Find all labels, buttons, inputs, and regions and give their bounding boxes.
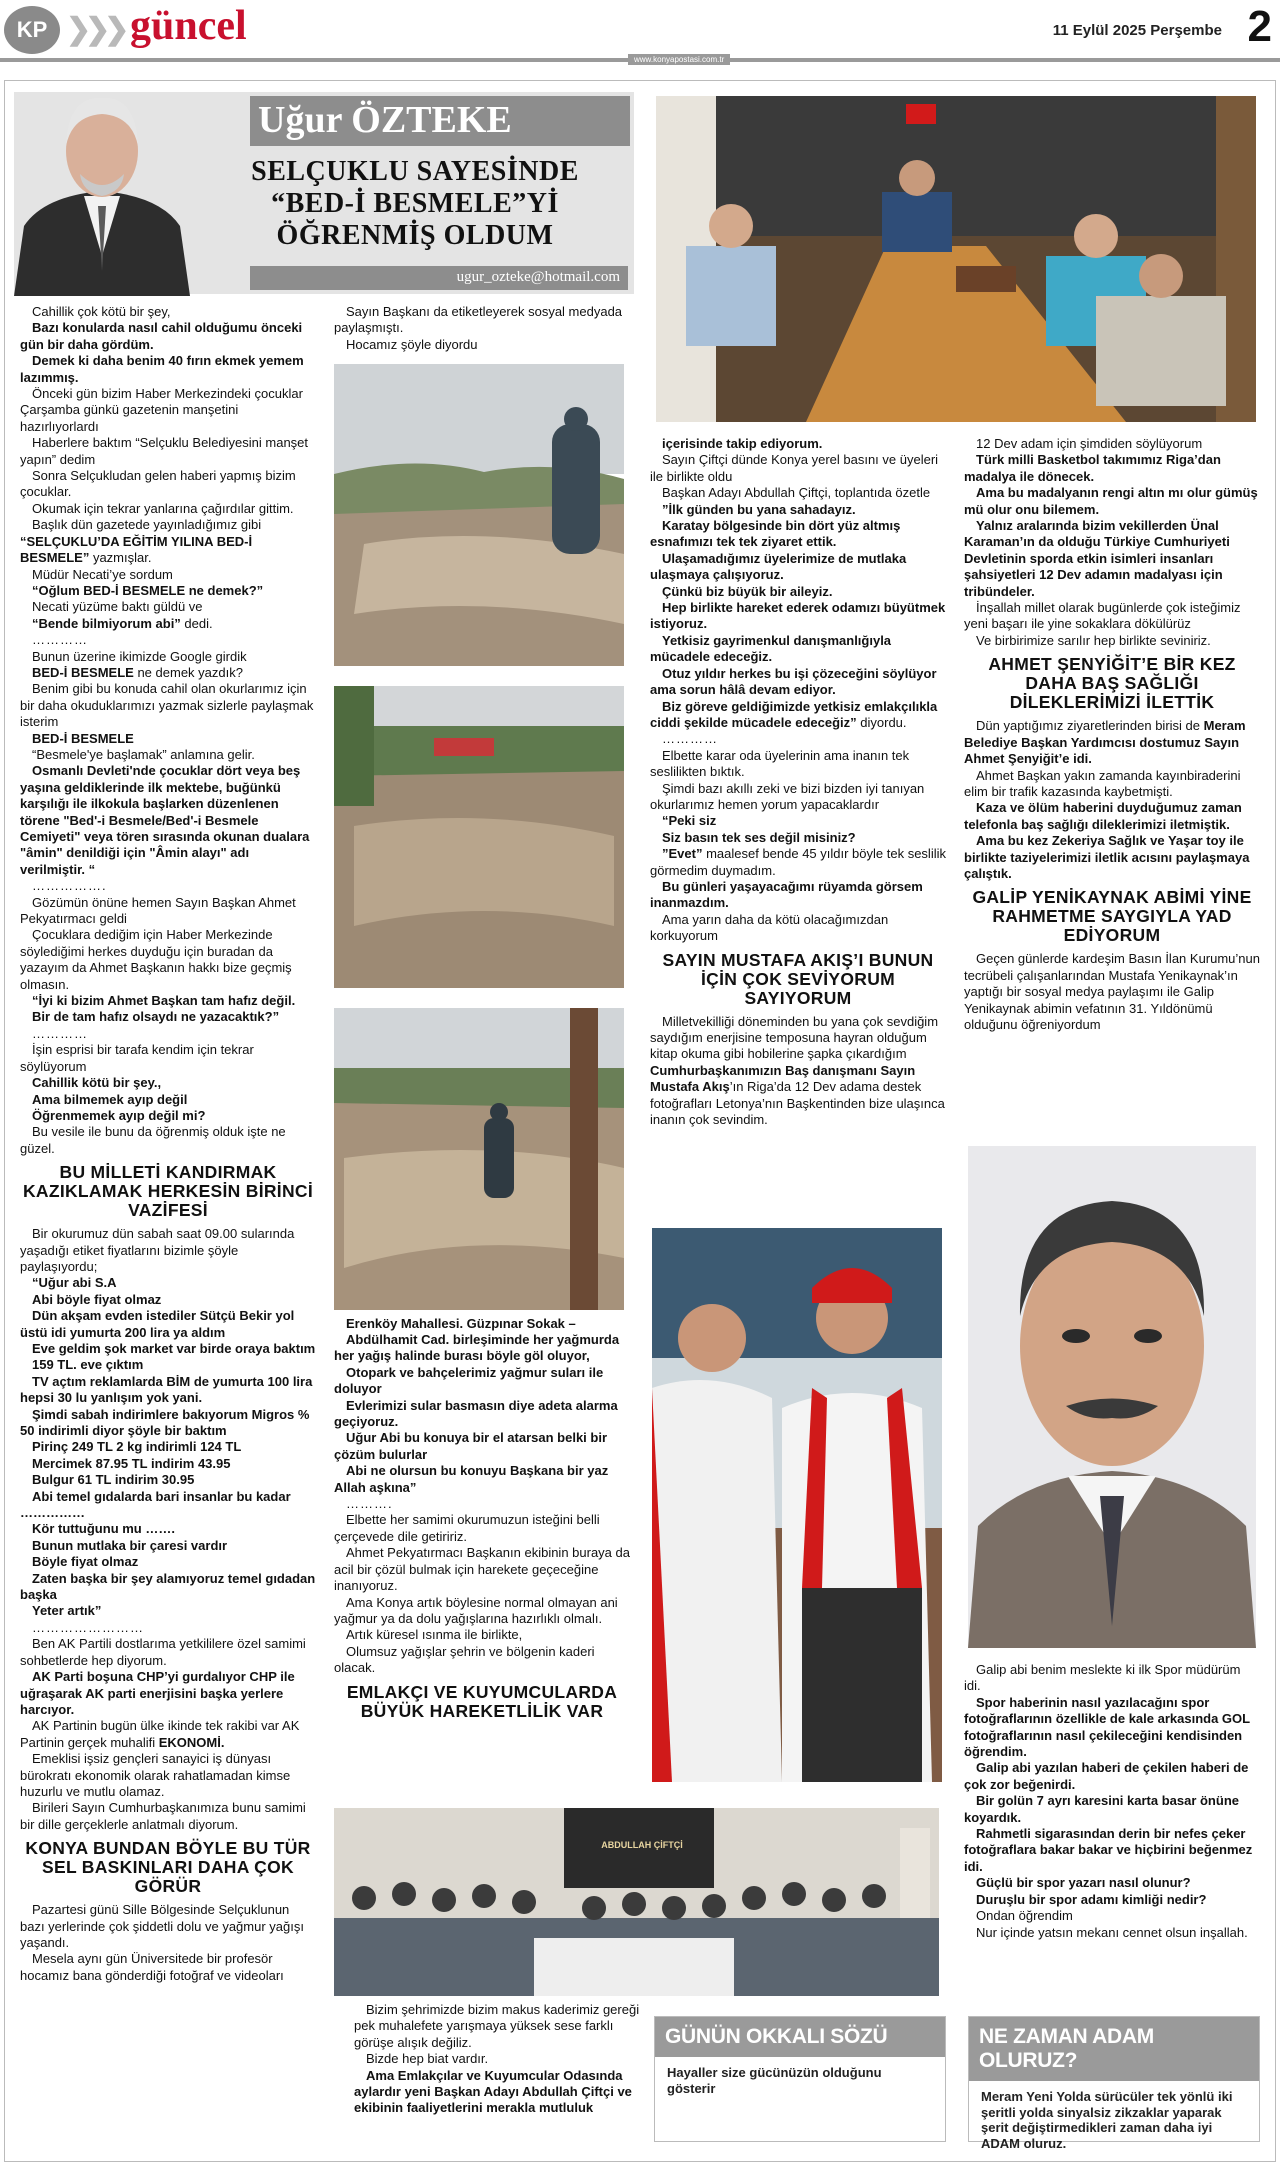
paragraph: Cahillik çok kötü bir şey, <box>32 304 171 319</box>
paragraph: Elbette karar oda üyelerinin ama inanın tek seslilikten bıktık. <box>650 747 910 780</box>
meeting-text <box>354 2002 650 2117</box>
paragraph: ”İlk günden bu yana sahadayız. <box>662 501 856 517</box>
paragraph: Yalnız aralarında bizim vekillerden Ünal Karaman’ın da olduğu Türkiye Cumhuriyeti Devletinin sporda etkin isimleri insanları şahsiyetleri 12 Dev adamın madalyası için tribündeler. <box>964 518 1230 599</box>
galip-yenikaynak-portrait <box>968 1146 1256 1648</box>
paragraph: Olumsuz yağışlar şehrin ve bölgenin kaderi olacak. <box>334 1643 595 1676</box>
paragraph: Hocamız şöyle diyordu <box>346 336 478 352</box>
paragraph: Başkan Adayı Abdullah Çiftçi, toplantıda özetle <box>662 485 931 501</box>
paragraph: Mercimek 87.95 TL indirim 43.95 <box>32 1455 231 1471</box>
emphasis: EKONOMİ. <box>158 1734 225 1750</box>
text: Başlık dün gazetede yayınladığımız gibi <box>32 517 262 533</box>
when-will-we-be-human-text: Meram Yeni Yolda sürücüler tek yönlü iki şeritli yolda sinyalsiz zikzaklar yaparak şerit değiştirmedikleri zaman daha iyi ADAM oluruz. <box>981 2089 1233 2151</box>
text: Milletvekilliği döneminden bu yana çok sevdiğim saydığım enerjisine temposuna hayran olduğum kitap okuma gibi hobilerine şapka çıkardığım <box>650 1013 939 1062</box>
paragraph: Ama bu kez Zekeriya Sağlık ve Yaşar toy ile birlikte taziyelerimizi iletlik acısını paylaşmaya çalıştık. <box>964 833 1250 881</box>
paragraph: Okumak için tekrar yanlarına çağırdılar gittim. <box>32 500 294 516</box>
paragraph: içerisinde takip ediyorum. <box>662 436 823 451</box>
paragraph: Uğur Abi bu konuya bir el atarsan belki bir çözüm bulurlar <box>334 1430 608 1462</box>
paragraph: Bazı konularda nasıl cahil olduğumu önceki gün bir daha gördüm. <box>20 320 303 352</box>
separator: ……………. <box>32 878 107 894</box>
paragraph: Ondan öğrendim <box>976 1908 1073 1924</box>
paragraph: Ben AK Partili dostlarıma yetkililere özel samimi sohbetlerde hep diyorum. <box>20 1636 306 1668</box>
subheading: EMLAKÇI VE KUYUMCULARDA BÜYÜK HAREKETLİLİK VAR <box>346 1681 618 1721</box>
paragraph: Haberlere baktım “Selçuklu Belediyesini manşet yapın” dedim <box>20 435 309 467</box>
paragraph: Geçen günlerde kardeşim Basın İlan Kurumu’nun tecrübeli çalışanlarından Mustafa Yenikaynak’ın yaptığı bir sosyal medya paylaşımı ile Galip Yenikaynak abimin vefatının 31. Yıldönümü olduğunu öğreniyordum <box>964 951 1260 1032</box>
text-column-2-bottom <box>334 1316 630 1727</box>
paragraph: Öğrenmemek ayıp değil mi? <box>32 1107 206 1123</box>
paragraph: Otuz yıldır herkes bu işi çözeceğini söylüyor ama sorun hâlâ devam ediyor. <box>650 665 937 698</box>
paragraph: Cahillik kötü bir şey., <box>32 1075 162 1091</box>
text-column-1 <box>20 304 316 1984</box>
paragraph: “Uğur abi S.A <box>32 1275 117 1291</box>
paragraph: “Peki siz <box>662 813 717 829</box>
paragraph: Gözümün önüne hemen Sayın Başkan Ahmet Pekyatırmacı geldi <box>20 894 296 927</box>
newspaper-logo: KP <box>4 6 60 54</box>
paragraph <box>650 1014 946 1129</box>
text: AK Partinin bugün ülke ikinde tek rakibi var AK Partinin gerçek muhalifi <box>20 1718 300 1750</box>
paragraph: İşin esprisi bir tarafa kendim için tekrar söylüyorum <box>20 1042 254 1074</box>
paragraph <box>20 616 316 632</box>
section-title: güncel <box>130 3 247 49</box>
separator: ………… <box>32 632 88 648</box>
paragraph: Çünkü biz büyük bir aileyiz. <box>662 583 833 599</box>
mustafa-akis-photo <box>652 1228 942 1782</box>
paragraph: Zaten başka bir şey alamıyoruz temel gıdadan başka <box>20 1570 316 1603</box>
emphasis: Meram Belediye Başkan Yardımcısı dostumuz Sayın Ahmet Şenyiğit’e idi. <box>964 718 1246 767</box>
paragraph: 159 TL. eve çıktım <box>32 1357 144 1373</box>
paragraph: Şimdi sabah indirimlere bakıyorum Migros % 50 indirimli diyor şöyle bir baktım <box>20 1406 310 1438</box>
paragraph: Ama Konya artık böylesine normal olmayan ani yağmur ya da dolu yağışlarına hazırlıklı olmalı. <box>334 1594 618 1626</box>
paragraph: Evlerimizi sular basmasın diye adeta alarma geçiyoruz. <box>334 1397 618 1430</box>
headline-quote: “SELÇUKLU’DA EĞİTİM YILINA BED-İ BESMELE” <box>20 533 253 566</box>
text: yazmışlar. <box>89 550 152 566</box>
page-number: 2 <box>1247 2 1272 51</box>
quote: “Bende bilmiyorum abi” <box>32 615 181 631</box>
quote-of-day-text: Hayaller size gücünüzün olduğunu gösterir <box>667 2065 882 2096</box>
paragraph: Bizim şehrimizde bizim makus kaderimiz gereği pek muhalefete yarışmaya yüksek sese farklı görüşe alışık değiliz. <box>354 2002 640 2050</box>
paragraph: Ve birbirimize sarılır hep birlikte seviniriz. <box>976 632 1211 648</box>
paragraph: Önceki gün bizim Haber Merkezindeki çocuklar Çarşamba günkü gazetenin manşetini hazırlıyorlardı <box>20 386 303 434</box>
flood-photo-2 <box>334 686 624 988</box>
text: dedi. <box>180 615 213 631</box>
paragraph: Emeklisi işsiz gençleri sanayici iş dünyası bürokratı ekonomik olarak rahatlamadan kimse huzurlu ve mutlu olamaz. <box>20 1751 291 1799</box>
quote: ”Evet” <box>662 846 703 862</box>
subheading: SAYIN MUSTAFA AKIŞ’I BUNUN İÇİN ÇOK SEVİYORUM SAYIYORUM <box>662 949 934 1008</box>
paragraph: Güçlü bir spor yazarı nasıl olunur? <box>976 1875 1191 1891</box>
paragraph: Otopark ve bahçelerimiz yağmur suları ile doluyor <box>334 1364 604 1397</box>
text-column-4-bottom <box>964 1662 1260 1941</box>
text: ’ın Riga’da 12 Dev adama destek fotoğrafları Letonya’nın Başkentinden bize ulaşınca inanın çok sevindim. <box>650 1079 945 1128</box>
paragraph: Bu günleri yaşayacağımı rüyamda görsem inanmazdım. <box>650 878 923 911</box>
subheading: AHMET ŞENYİĞİT’E BİR KEZ DAHA BAŞ SAĞLIĞI DİLEKLERİMİZİ İLETTİK <box>988 654 1236 713</box>
paragraph: Siz basın tek ses değil misiniz? <box>662 829 856 845</box>
paragraph: Müdür Necati’ye sordum <box>32 566 173 582</box>
paragraph: Birileri Sayın Cumhurbaşkanımıza bunu samimi bir dille gerçeklerle anlatmalı diyorum. <box>20 1800 306 1832</box>
paragraph: Rahmetli sigarasından derin bir nefes çeker fotoğraflara bakar bakar ve hiçbirini beğenmez idi. <box>964 1826 1253 1874</box>
paragraph: Nur içinde yatsın mekanı cennet olsun inşallah. <box>976 1924 1248 1940</box>
paragraph: Yetkisiz gayrimenkul danışmanlığıyla mücadele edeceğiz. <box>650 632 892 665</box>
flood-photo-3 <box>334 1008 624 1310</box>
quote-of-day-title: GÜNÜN OKKALI SÖZÜ <box>655 2017 945 2057</box>
paragraph <box>650 846 946 879</box>
columnist-email[interactable]: ugur_ozteke@hotmail.com <box>250 266 628 290</box>
paragraph: Abi ne olursun bu konuyu Başkana bir yaz Allah aşkına” <box>334 1463 609 1495</box>
columnist-name: Uğur ÖZTEKE <box>258 99 512 141</box>
paragraph: Benim gibi bu konuda cahil olan okurlarımız için bir daha okuduklarımızı yazmak sizlerle paylaşmak isterim <box>20 681 314 730</box>
paragraph: Yeter artık” <box>32 1603 102 1619</box>
paragraph <box>650 699 946 732</box>
paragraph: AK Parti boşuna CHP’yi gurdalıyor CHP ile uğraşarak AK parti enerjisini başka yerlere harcıyor. <box>20 1669 295 1717</box>
paragraph: Sayın Başkanı da etiketleyerek sosyal medyada paylaşmıştı. <box>334 304 623 336</box>
term: BED-İ BESMELE <box>32 664 134 680</box>
office-visit-photo <box>656 96 1256 422</box>
paragraph: Bir golün 7 ayrı karesini karta basar önüne koyardık. <box>964 1793 1239 1825</box>
paragraph: Türk milli Basketbol takımımız Riga’dan madalya ile dönecek. <box>964 452 1221 484</box>
paragraph: Ahmet Pekyatırmacı Başkanın ekibinin buraya da acil bir çözül bulmak için harekete geçeceğine inanıyoruz. <box>334 1545 630 1594</box>
when-will-we-be-human-box <box>968 2016 1260 2151</box>
paragraph: Bunun üzerine ikimizde Google girdik <box>32 648 247 664</box>
paragraph: Mesela aynı gün Üniversitede bir profesör hocamız bana gönderdiği fotoğraf ve videoları <box>20 1951 284 1983</box>
paragraph: İnşallah millet olarak bugünlerde çok isteğimiz yeni başarı ile yine sokaklara dökülürüz <box>964 600 1241 632</box>
meeting-banner-text: ABDULLAH ÇİFTÇİ <box>601 1840 683 1850</box>
paragraph: Eve geldim şok market var birde oraya baktım <box>32 1340 316 1356</box>
site-url: www.konyapostasi.com.tr <box>628 54 730 65</box>
text: diyordu. <box>856 714 907 730</box>
paragraph: Hep birlikte hareket ederek odamızı büyütmek istiyoruz. <box>650 600 946 632</box>
paragraph <box>20 665 316 681</box>
paragraph: “Besmele'ye başlamak” anlamına gelir. <box>32 746 255 762</box>
paragraph <box>20 1718 316 1751</box>
quote: Biz göreve geldiğimizde yetkisiz emlakçılıkla ciddi şekilde mücadele edeceğiz” <box>650 698 938 730</box>
paragraph: Elbette her samimi okurumuzun isteğini belli çerçevede dile getiririz. <box>334 1512 600 1544</box>
separator: ………… <box>32 1025 88 1041</box>
paragraph: Abdülhamit Cad. birleşiminde her yağmurda her yağış halinde burası böyle göl oluyor, <box>334 1332 620 1364</box>
text: maalesef bende 45 yıldır böyle tek seslilik görmedim duymadım. <box>650 846 946 878</box>
paragraph: Ama bu madalyanın rengi altın mı olur gümüş mü olur onu bilemem. <box>964 485 1258 517</box>
text: ne demek yazdık? <box>133 664 243 680</box>
paragraph: Bizde hep biat vardır. <box>366 2051 489 2067</box>
text: Dün yaptığımız ziyaretlerinden birisi de <box>976 718 1204 734</box>
paragraph: “İyi ki bizim Ahmet Başkan tam hafız değil. <box>32 993 296 1009</box>
paragraph: Bunun mutlaka bir çaresi vardır <box>32 1537 228 1553</box>
paragraph: Kör tuttuğunu mu ……. <box>32 1521 175 1537</box>
quote-of-day-box <box>654 2016 946 2142</box>
subheading: GALİP YENİKAYNAK ABİMİ YİNE RAHMETME SAYGIYLA YAD EDİYORUM <box>972 887 1252 946</box>
paragraph: Demek ki daha benim 40 fırın ekmek yemem lazımmış. <box>20 353 304 385</box>
paragraph: Artık küresel ısınma ile birlikte, <box>346 1627 523 1643</box>
paragraph: Ama bilmemek ayıp değil <box>32 1091 188 1107</box>
subheading: KONYA BUNDAN BÖYLE BU TÜR SEL BASKINLARI DAHA ÇOK GÖRÜR <box>25 1838 311 1897</box>
paragraph: Bulgur 61 TL indirim 30.95 <box>32 1472 195 1488</box>
chevrons-icon: ❯❯❯ <box>66 13 124 46</box>
paragraph: Galip abi benim meslekte ki ilk Spor müdürüm idi. <box>964 1662 1241 1694</box>
paragraph: Ulaşamadığımız üyelerimize de mutlaka ulaşmaya çalışıyoruz. <box>650 550 907 583</box>
flood-photo-1 <box>334 364 624 666</box>
paragraph: Bir de tam hafız olsaydı ne yazacaktık?” <box>32 1009 280 1025</box>
text-column-2-top <box>334 304 630 353</box>
paragraph: Abi temel gıdalarda bari insanlar bu kadar …………… <box>20 1488 291 1521</box>
paragraph: Çocuklara dediğim için Haber Merkezinde söylediğimi herkes duyduğu için buradan da yazayım da Ahmet Başkanın hakkı bize geçmiş olmasın. <box>20 927 292 992</box>
subheading: BU MİLLETİ KANDIRMAK KAZIKLAMAK HERKESİN BİRİNCİ VAZİFESİ <box>22 1162 314 1221</box>
paragraph: Galip abi yazılan haberi de çekilen haberi de çok zor beğenirdi. <box>964 1760 1249 1792</box>
paragraph: Bir okurumuz dün sabah saat 09.00 sularında yaşadığı etiket fiyatlarını bizimle şöyle paylaşıyordu; <box>20 1226 295 1274</box>
issue-date: 11 Eylül 2025 Perşembe <box>1052 22 1222 39</box>
paragraph: Ahmet Başkan yakın zamanda kayınbiraderini elim bir trafik kazasında kaybetmişti. <box>964 767 1241 799</box>
paragraph: BED-İ BESMELE <box>32 730 134 746</box>
paragraph: Sayın Çiftçi dünde Konya yerel basını ve üyeleri ile birlikte oldu <box>650 452 939 484</box>
separator: …………………… <box>32 1619 144 1635</box>
separator: ………. <box>346 1496 393 1512</box>
paragraph <box>964 718 1260 767</box>
paragraph: Necati yüzüme baktı güldü ve <box>32 599 203 615</box>
paragraph: Duruşlu bir spor adamı kimliği nedir? <box>976 1891 1207 1907</box>
paragraph: Ama yarın daha da kötü olacağımızdan korkuyorum <box>650 911 889 944</box>
paragraph: Ama Emlakçılar ve Kuyumcular Odasında aylardır yeni Başkan Adayı Abdullah Çiftçi ve ekibinin faaliyetlerini merakla mutluluk <box>354 2067 632 2116</box>
paragraph: Kaza ve ölüm haberini duyduğumuz zaman telefonla baş sağlığı dileklerimizi iletmiştik. <box>964 800 1242 832</box>
when-will-we-be-human-title: NE ZAMAN ADAM OLURUZ? <box>969 2017 1259 2081</box>
paragraph: Spor haberinin nasıl yazılacağını spor fotoğraflarının özellikle de kale arkasında GOL fotoğraflarının nasıl çekileceğini kendisinden öğrendim. <box>964 1694 1250 1760</box>
paragraph: Şimdi bazı akıllı zeki ve bizi bizden iyi tanıyan okurlarımız hemen yorum yapacaklardır <box>650 780 925 812</box>
emphasis: Cumhurbaşkanımızın Baş danışmanı Sayın Mustafa Akış <box>650 1062 916 1095</box>
paragraph: 12 Dev adam için şimdiden söylüyorum <box>976 436 1203 451</box>
paragraph: Böyle fiyat olmaz <box>32 1554 139 1570</box>
columnist-portrait <box>4 56 200 296</box>
text-column-4 <box>964 436 1260 1033</box>
paragraph: Karatay bölgesinde bin dört yüz altmış esnafımızı tek tek ziyaret ettik. <box>650 518 901 550</box>
paragraph <box>20 517 316 566</box>
paragraph: “Oğlum BED-İ BESMELE ne demek?” <box>32 582 264 598</box>
paragraph: Pirinç 249 TL 2 kg indirimli 124 TL <box>32 1439 242 1455</box>
paragraph: Abi böyle fiyat olmaz <box>32 1291 162 1307</box>
paragraph: Sonra Selçukludan gelen haberi yapmış bizim çocuklar. <box>20 468 296 500</box>
paragraph: Pazartesi günü Sille Bölgesinde Selçuklunun bazı yerlerinde çok şiddetli dolu ve yağmur yağışı yaşandı. <box>20 1902 304 1950</box>
paragraph: Bu vesile ile bunu da öğrenmiş olduk işte ne güzel. <box>20 1124 286 1156</box>
separator: ………… <box>662 731 718 747</box>
paragraph: Osmanlı Devleti'nde çocuklar dört veya beş yaşına geldiklerinde ilk mektebe, buğünkü karşılığı ile ilkokula başlarken düzenlenen törene "Bed'-i Besmele/Bed'-i Besmele Cemiyeti" veya tören sırasında okunan dualara "âmin" denildiği için "Âmin alayı" adı verilmiştir. “ <box>20 763 310 877</box>
meeting-photo <box>334 1808 939 1996</box>
paragraph: Dün akşam evden istediler Sütçü Bekir yol üstü idi yumurta 200 lira ya aldım <box>20 1308 295 1340</box>
column-headline: SELÇUKLU SAYESİNDE “BED-İ BESMELE”Yİ ÖĞRENMİŞ OLDUM <box>251 156 579 251</box>
paragraph: TV açtım reklamlarda BİM de yumurta 100 lira hepsi 30 lu yanlışım yok yani. <box>20 1373 313 1406</box>
photo-caption: Erenköy Mahallesi. Güzpınar Sokak – <box>346 1316 576 1331</box>
text-column-3 <box>650 436 946 1128</box>
